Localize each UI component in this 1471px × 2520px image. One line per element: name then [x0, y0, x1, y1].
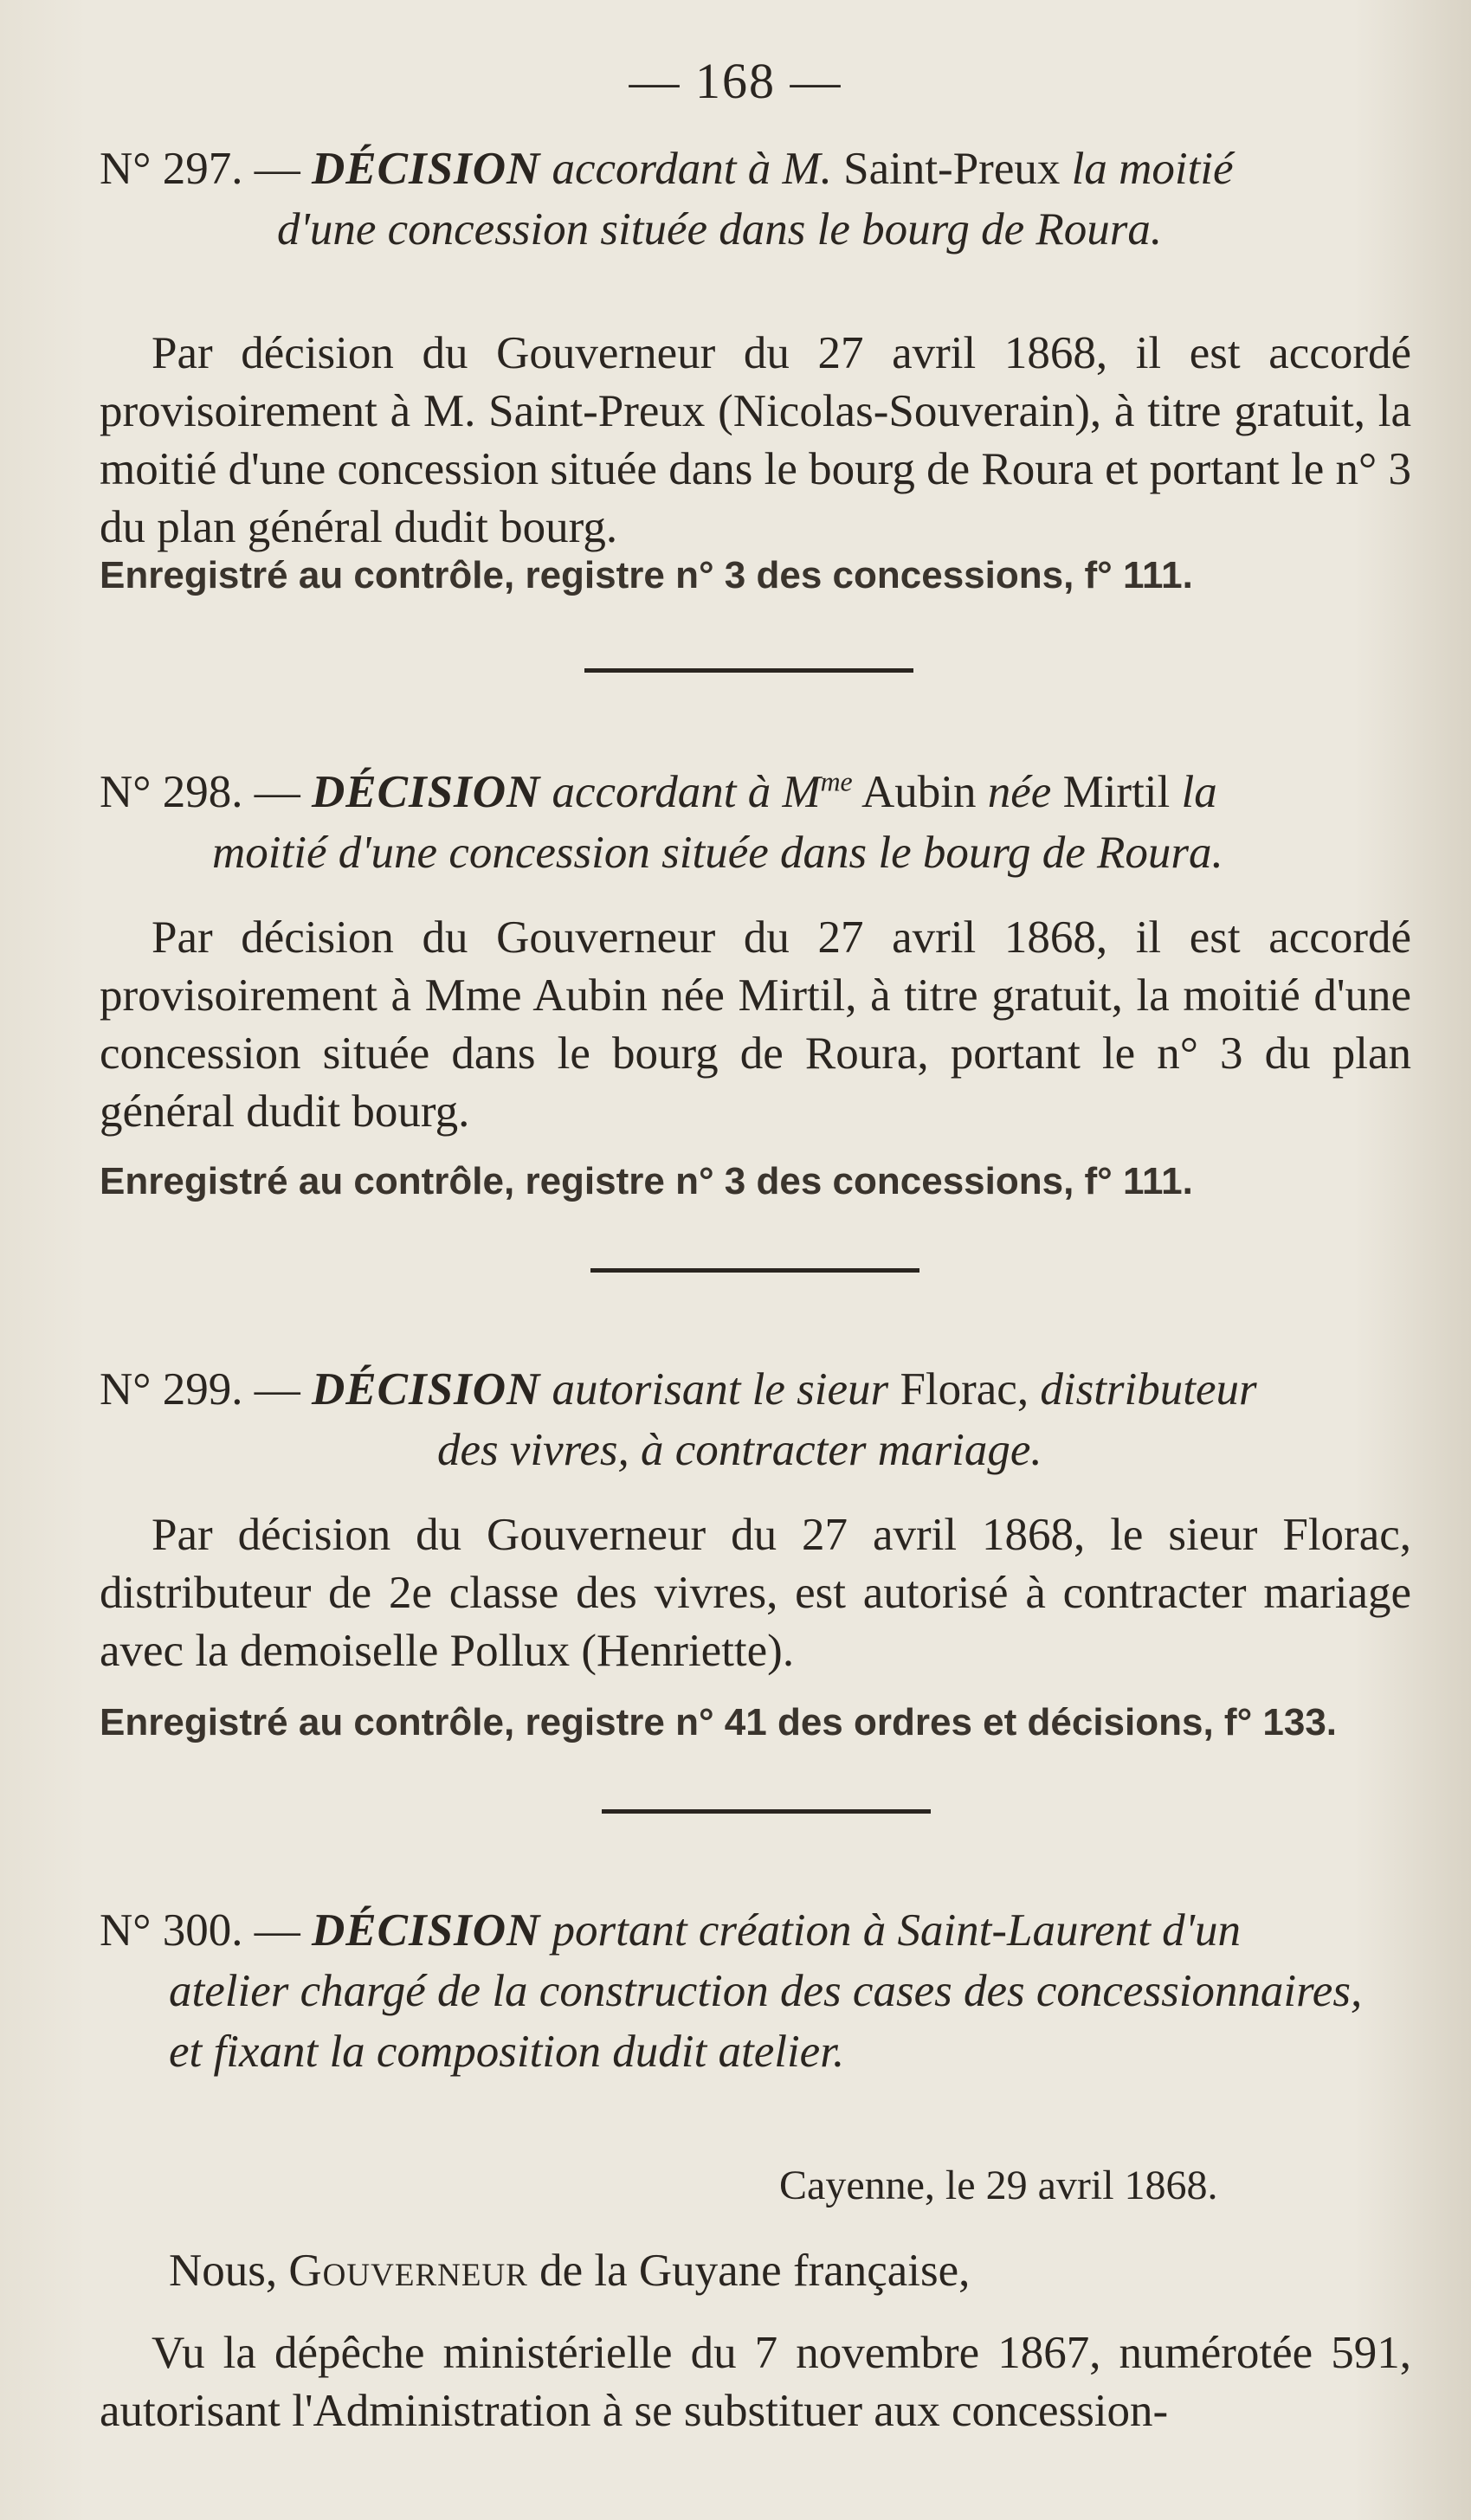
page-number: — 168 — [629, 53, 842, 109]
entry-298-heading: N° 298. — DÉCISION accordant à $M^{me}$ Aubin née Mirtil la moitié d'une concession située dans le bourg de Roura. [100, 766, 1223, 878]
entry-297-heading: N° 297. — DÉCISION accordant à M. Saint-Preux la moitié d'une concession située dans le bourg de Roura. [100, 144, 1234, 255]
decision-label: DÉCISION [311, 767, 541, 817]
entry-299-heading: N° 299. — DÉCISION autorisant le sieur Florac, distributeur des vivres, à contracter mariage. [100, 1364, 1257, 1475]
entry-number: N° 298. [100, 767, 243, 817]
entry-298-registry: Enregistré au contrôle, registre n° 3 des concessions, f° 111. [100, 1160, 1193, 1202]
entry-number: N° 299. [100, 1364, 243, 1415]
entry-297-body: Par décision du Gouverneur du 27 avril 1868, il est accordé provisoirement à M. Saint-Preux (Nicolas-Souverain), à titre gratuit, la moitié d'une concession située dans le bourg de Roura et portant le n° 3 du plan général dudit bourg. [100, 328, 1411, 552]
entry-300-body: Vu la dépêche ministérielle du 7 novembre 1867, numérotée 591, autorisant l'Administration à se substituer aux concession- [100, 2328, 1411, 2436]
governor-preamble: Nous, Gouverneur de la Guyane française, [169, 2246, 971, 2296]
person-name: Saint-Preux [843, 144, 1061, 194]
entry-299-registry: Enregistré au contrôle, registre n° 41 des ordres et décisions, f° 133. [100, 1701, 1338, 1743]
decision-label: DÉCISION [311, 144, 541, 194]
entry-number: N° 297. [100, 144, 243, 194]
dateline: Cayenne, le 29 avril 1868. [779, 2162, 1218, 2208]
person-name: Aubin [861, 767, 977, 817]
entry-298-body: Par décision du Gouverneur du 27 avril 1868, il est accordé provisoirement à Mme Aubin née Mirtil, à titre gratuit, la moitié d'une concession située dans le bourg de Roura, portant le n° 3 du plan général dudit bourg. [100, 912, 1411, 1137]
entry-299-body: Par décision du Gouverneur du 27 avril 1868, le sieur Florac, distributeur de 2e classe des vivres, est autorisé à contracter mariage avec la demoiselle Pollux (Henriette). [100, 1510, 1411, 1676]
section-divider [584, 668, 913, 673]
section-divider [590, 1268, 919, 1273]
section-divider [602, 1809, 931, 1814]
entry-300-heading: N° 300. — DÉCISION portant création à Saint-Laurent d'un atelier chargé de la construction des cases des concessionnaires, et fixant la composition dudit atelier. [100, 1905, 1363, 2077]
person-name: Mirtil [1062, 767, 1171, 817]
decision-label: DÉCISION [311, 1905, 541, 1956]
decision-label: DÉCISION [311, 1364, 541, 1415]
person-name: Florac, [900, 1364, 1029, 1415]
entry-number: N° 300. [100, 1905, 243, 1956]
entry-297-registry: Enregistré au contrôle, registre n° 3 des concessions, f° 111. [100, 554, 1193, 596]
